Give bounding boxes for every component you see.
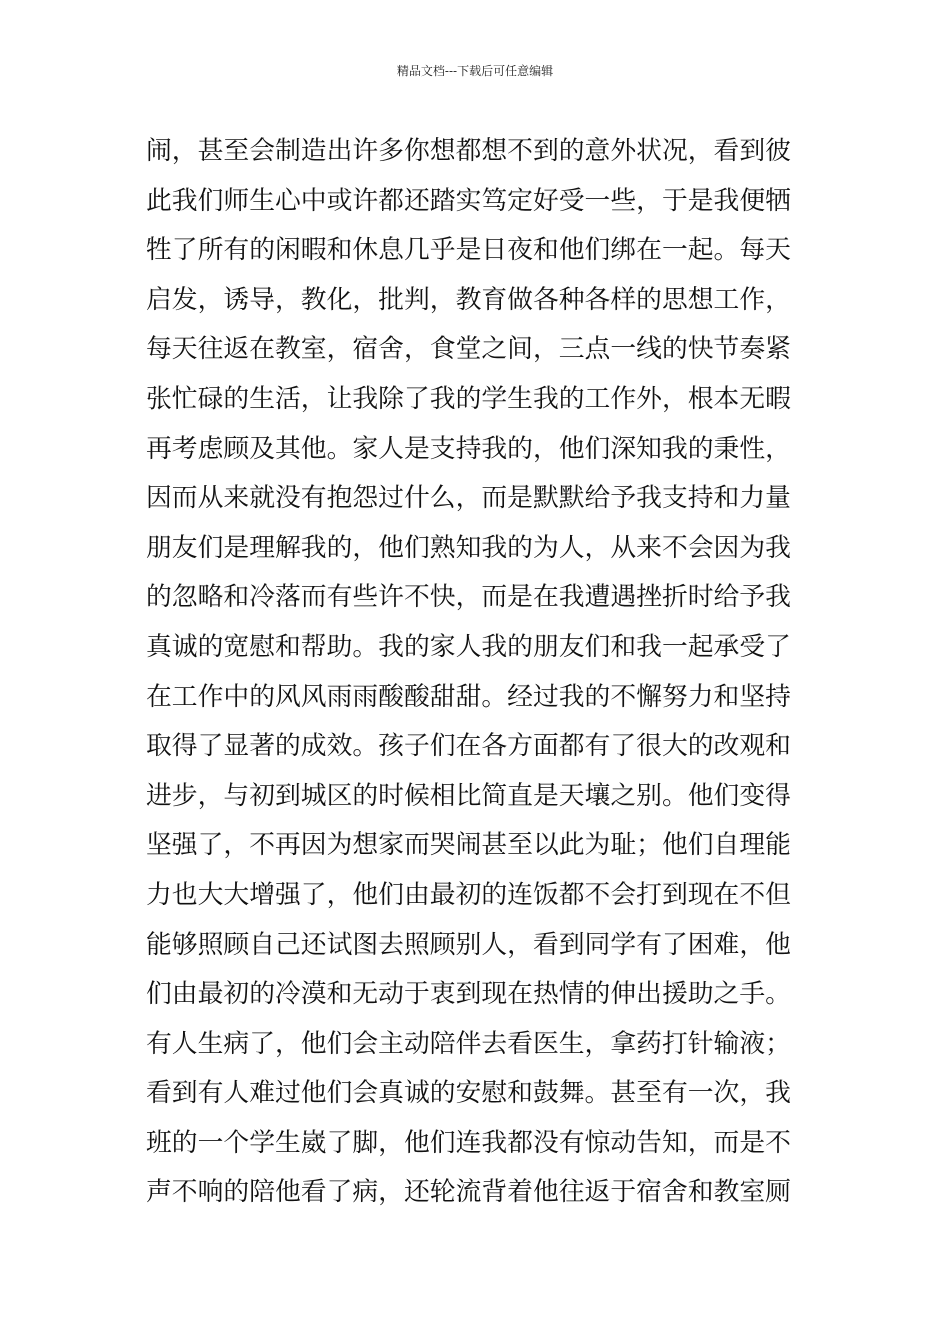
text-line: 再考虑顾及其他。家人是支持我的，他们深知我的秉性， xyxy=(146,433,791,464)
text-line: 看到有人难过他们会真诚的安慰和鼓舞。甚至有一次，我 xyxy=(146,1078,791,1109)
text-line: 因而从来就没有抱怨过什么，而是默默给予我支持和力量 xyxy=(146,483,791,514)
text-line: 此我们师生心中或许都还踏实笃定好受一些，于是我便牺 xyxy=(146,185,791,216)
text-line: 朋友们是理解我的，他们熟知我的为人，从来不会因为我 xyxy=(146,532,791,563)
text-line: 每天往返在教室，宿舍，食堂之间，三点一线的快节奏紧 xyxy=(146,334,791,365)
text-line: 坚强了，不再因为想家而哭闹甚至以此为耻；他们自理能 xyxy=(146,830,791,861)
text-line: 进步，与初到城区的时候相比简直是天壤之别。他们变得 xyxy=(146,780,791,811)
text-line: 能够照顾自己还试图去照顾别人，看到同学有了困难，他 xyxy=(146,929,791,960)
text-line: 的忽略和冷落而有些许不快，而是在我遭遇挫折时给予我 xyxy=(146,582,791,613)
text-line: 声不响的陪他看了病，还轮流背着他往返于宿舍和教室厕 xyxy=(146,1177,791,1208)
text-line: 牲了所有的闲暇和休息几乎是日夜和他们绑在一起。每天 xyxy=(146,235,791,266)
text-line: 取得了显著的成效。孩子们在各方面都有了很大的改观和 xyxy=(146,731,791,762)
text-line: 张忙碌的生活，让我除了我的学生我的工作外，根本无暇 xyxy=(146,383,791,414)
page-header: 精品文档---下载后可任意编辑 xyxy=(396,64,554,78)
body-text xyxy=(146,127,816,1218)
text-line: 班的一个学生崴了脚，他们连我都没有惊动告知，而是不 xyxy=(146,1127,791,1158)
text-line: 有人生病了，他们会主动陪伴去看医生，拿药打针输液； xyxy=(146,1028,791,1059)
text-line: 在工作中的风风雨雨酸酸甜甜。经过我的不懈努力和坚持 xyxy=(146,681,791,712)
text-line: 启发，诱导，教化，批判，教育做各种各样的思想工作， xyxy=(146,284,791,315)
text-line: 真诚的宽慰和帮助。我的家人我的朋友们和我一起承受了 xyxy=(146,631,791,662)
text-line: 们由最初的冷漠和无动于衷到现在热情的伸出援助之手。 xyxy=(146,979,791,1010)
text-line: 力也大大增强了，他们由最初的连饭都不会打到现在不但 xyxy=(146,879,791,910)
text-line: 闹，甚至会制造出许多你想都想不到的意外状况，看到彼 xyxy=(146,136,791,166)
